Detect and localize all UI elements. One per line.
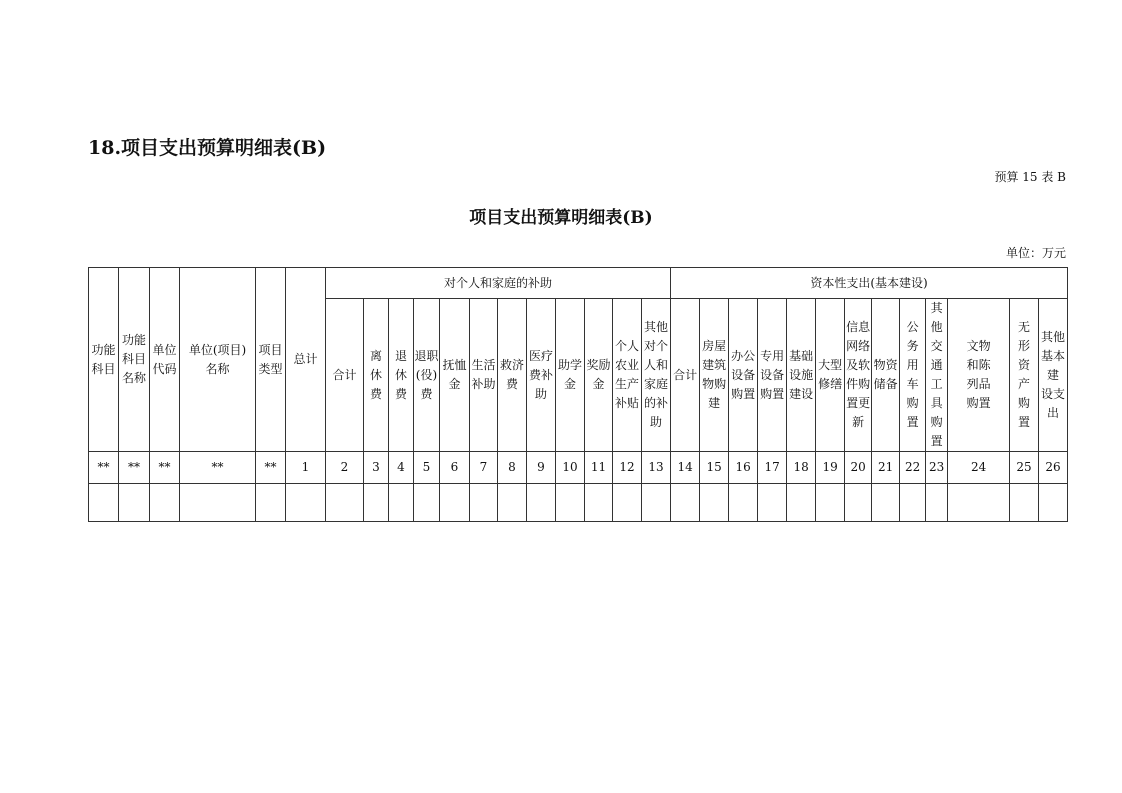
- header-personal-retirement: 退 休 费: [389, 299, 414, 452]
- table-cell: 13: [642, 452, 671, 484]
- table-cell: [787, 484, 816, 522]
- table-row-empty: [89, 484, 1068, 522]
- table-cell: [1039, 484, 1068, 522]
- table-cell: [326, 484, 364, 522]
- table-cell: [470, 484, 498, 522]
- header-capital-major-repair: 大型 修缮: [816, 299, 845, 452]
- table-cell: 16: [729, 452, 758, 484]
- table-cell: [414, 484, 440, 522]
- table-cell: **: [256, 452, 286, 484]
- header-personal-pension: 抚恤 金: [440, 299, 470, 452]
- header-personal-living-subsidy: 生活 补助: [470, 299, 498, 452]
- table-cell: [642, 484, 671, 522]
- table-cell: 23: [926, 452, 948, 484]
- table-cell: 17: [758, 452, 787, 484]
- table-cell: [948, 484, 1010, 522]
- header-row-groups: [89, 268, 1068, 299]
- table-cell: [900, 484, 926, 522]
- header-personal-other: 其他 对个 人和 家庭 的补 助: [642, 299, 671, 452]
- table-cell: [926, 484, 948, 522]
- table-cell: **: [150, 452, 180, 484]
- header-personal-resignation: 退职 (役) 费: [414, 299, 440, 452]
- table-cell: 26: [1039, 452, 1068, 484]
- table-cell: **: [89, 452, 119, 484]
- table-cell: [389, 484, 414, 522]
- table-cell: [872, 484, 900, 522]
- table-cell: [816, 484, 845, 522]
- table-cell: [556, 484, 585, 522]
- header-capital-official-vehicle: 公 务 用 车 购 置: [900, 299, 926, 452]
- table-cell: [150, 484, 180, 522]
- table-cell: **: [180, 452, 256, 484]
- header-capital-buildings: 房屋 建筑 物购 建: [700, 299, 729, 452]
- header-capital-office-equipment: 办公 设备 购置: [729, 299, 758, 452]
- table-cell: 1: [286, 452, 326, 484]
- header-personal-retirement-leave: 离 休 费: [364, 299, 389, 452]
- table-cell: [758, 484, 787, 522]
- table-cell: 8: [498, 452, 527, 484]
- header-personal-student-aid: 助学 金: [556, 299, 585, 452]
- header-capital-it-network: 信息 网络 及软 件购 置更 新: [845, 299, 872, 452]
- table-cell: 19: [816, 452, 845, 484]
- table-cell: [527, 484, 556, 522]
- header-capital-intangible-assets: 无 形 资 产 购 置: [1010, 299, 1039, 452]
- table-cell: 15: [700, 452, 729, 484]
- table-row-index: [89, 452, 1068, 484]
- table-cell: [845, 484, 872, 522]
- table-cell: [498, 484, 527, 522]
- table-cell: **: [119, 452, 150, 484]
- header-capital-infrastructure: 基础 设施 建设: [787, 299, 816, 452]
- table-cell: 25: [1010, 452, 1039, 484]
- table-cell: 21: [872, 452, 900, 484]
- table-cell: 3: [364, 452, 389, 484]
- table-cell: [364, 484, 389, 522]
- table-cell: [119, 484, 150, 522]
- header-personal-total: 合计: [326, 299, 364, 452]
- table-cell: 14: [671, 452, 700, 484]
- header-func-subject-name: 功能 科目 名称: [119, 268, 150, 452]
- table-cell: 20: [845, 452, 872, 484]
- table-cell: [613, 484, 642, 522]
- header-group-capital: 资本性支出(基本建设): [671, 268, 1068, 299]
- table-cell: 5: [414, 452, 440, 484]
- header-capital-other-construction: 其他基本建 设支出: [1039, 299, 1068, 452]
- table-cell: 4: [389, 452, 414, 484]
- table-cell: 18: [787, 452, 816, 484]
- header-group-personal: 对个人和家庭的补助: [326, 268, 671, 299]
- table-cell: [585, 484, 613, 522]
- main-title: 项目支出预算明细表(B): [469, 208, 653, 228]
- header-unit-code: 单位 代码: [150, 268, 180, 452]
- table-code: 预算 15 表 B: [994, 170, 1066, 184]
- table-cell: [700, 484, 729, 522]
- header-project-type: 项目 类型: [256, 268, 286, 452]
- table-cell: 22: [900, 452, 926, 484]
- budget-table: [88, 267, 1068, 522]
- table-cell: [286, 484, 326, 522]
- table-cell: 7: [470, 452, 498, 484]
- table-cell: [89, 484, 119, 522]
- table-cell: [1010, 484, 1039, 522]
- header-personal-medical: 医疗 费补 助: [527, 299, 556, 452]
- header-capital-total: 合计: [671, 299, 700, 452]
- header-capital-material-reserve: 物资 储备: [872, 299, 900, 452]
- table-cell: 11: [585, 452, 613, 484]
- table-cell: [729, 484, 758, 522]
- header-capital-other-transport: 其他 交通 工具 购置: [926, 299, 948, 452]
- table-cell: 9: [527, 452, 556, 484]
- table-cell: [256, 484, 286, 522]
- header-personal-reward: 奖励 金: [585, 299, 613, 452]
- header-func-subject: 功能 科目: [89, 268, 119, 452]
- table-cell: 2: [326, 452, 364, 484]
- table-cell: [671, 484, 700, 522]
- table-cell: 12: [613, 452, 642, 484]
- header-unit-project-name: 单位(项目) 名称: [180, 268, 256, 452]
- header-capital-special-equipment: 专用 设备 购置: [758, 299, 787, 452]
- section-title: 18.项目支出预算明细表(B): [88, 137, 327, 159]
- unit-label: 单位：万元: [1005, 246, 1066, 260]
- header-personal-agri-subsidy: 个人 农业 生产 补贴: [613, 299, 642, 452]
- table-cell: [440, 484, 470, 522]
- table-cell: 6: [440, 452, 470, 484]
- header-personal-relief: 救济 费: [498, 299, 527, 452]
- table-cell: [180, 484, 256, 522]
- table-cell: 24: [948, 452, 1010, 484]
- table-cell: 10: [556, 452, 585, 484]
- header-capital-cultural-relics: 文物 和陈 列品 购置: [948, 299, 1010, 452]
- header-total: 总计: [286, 268, 326, 452]
